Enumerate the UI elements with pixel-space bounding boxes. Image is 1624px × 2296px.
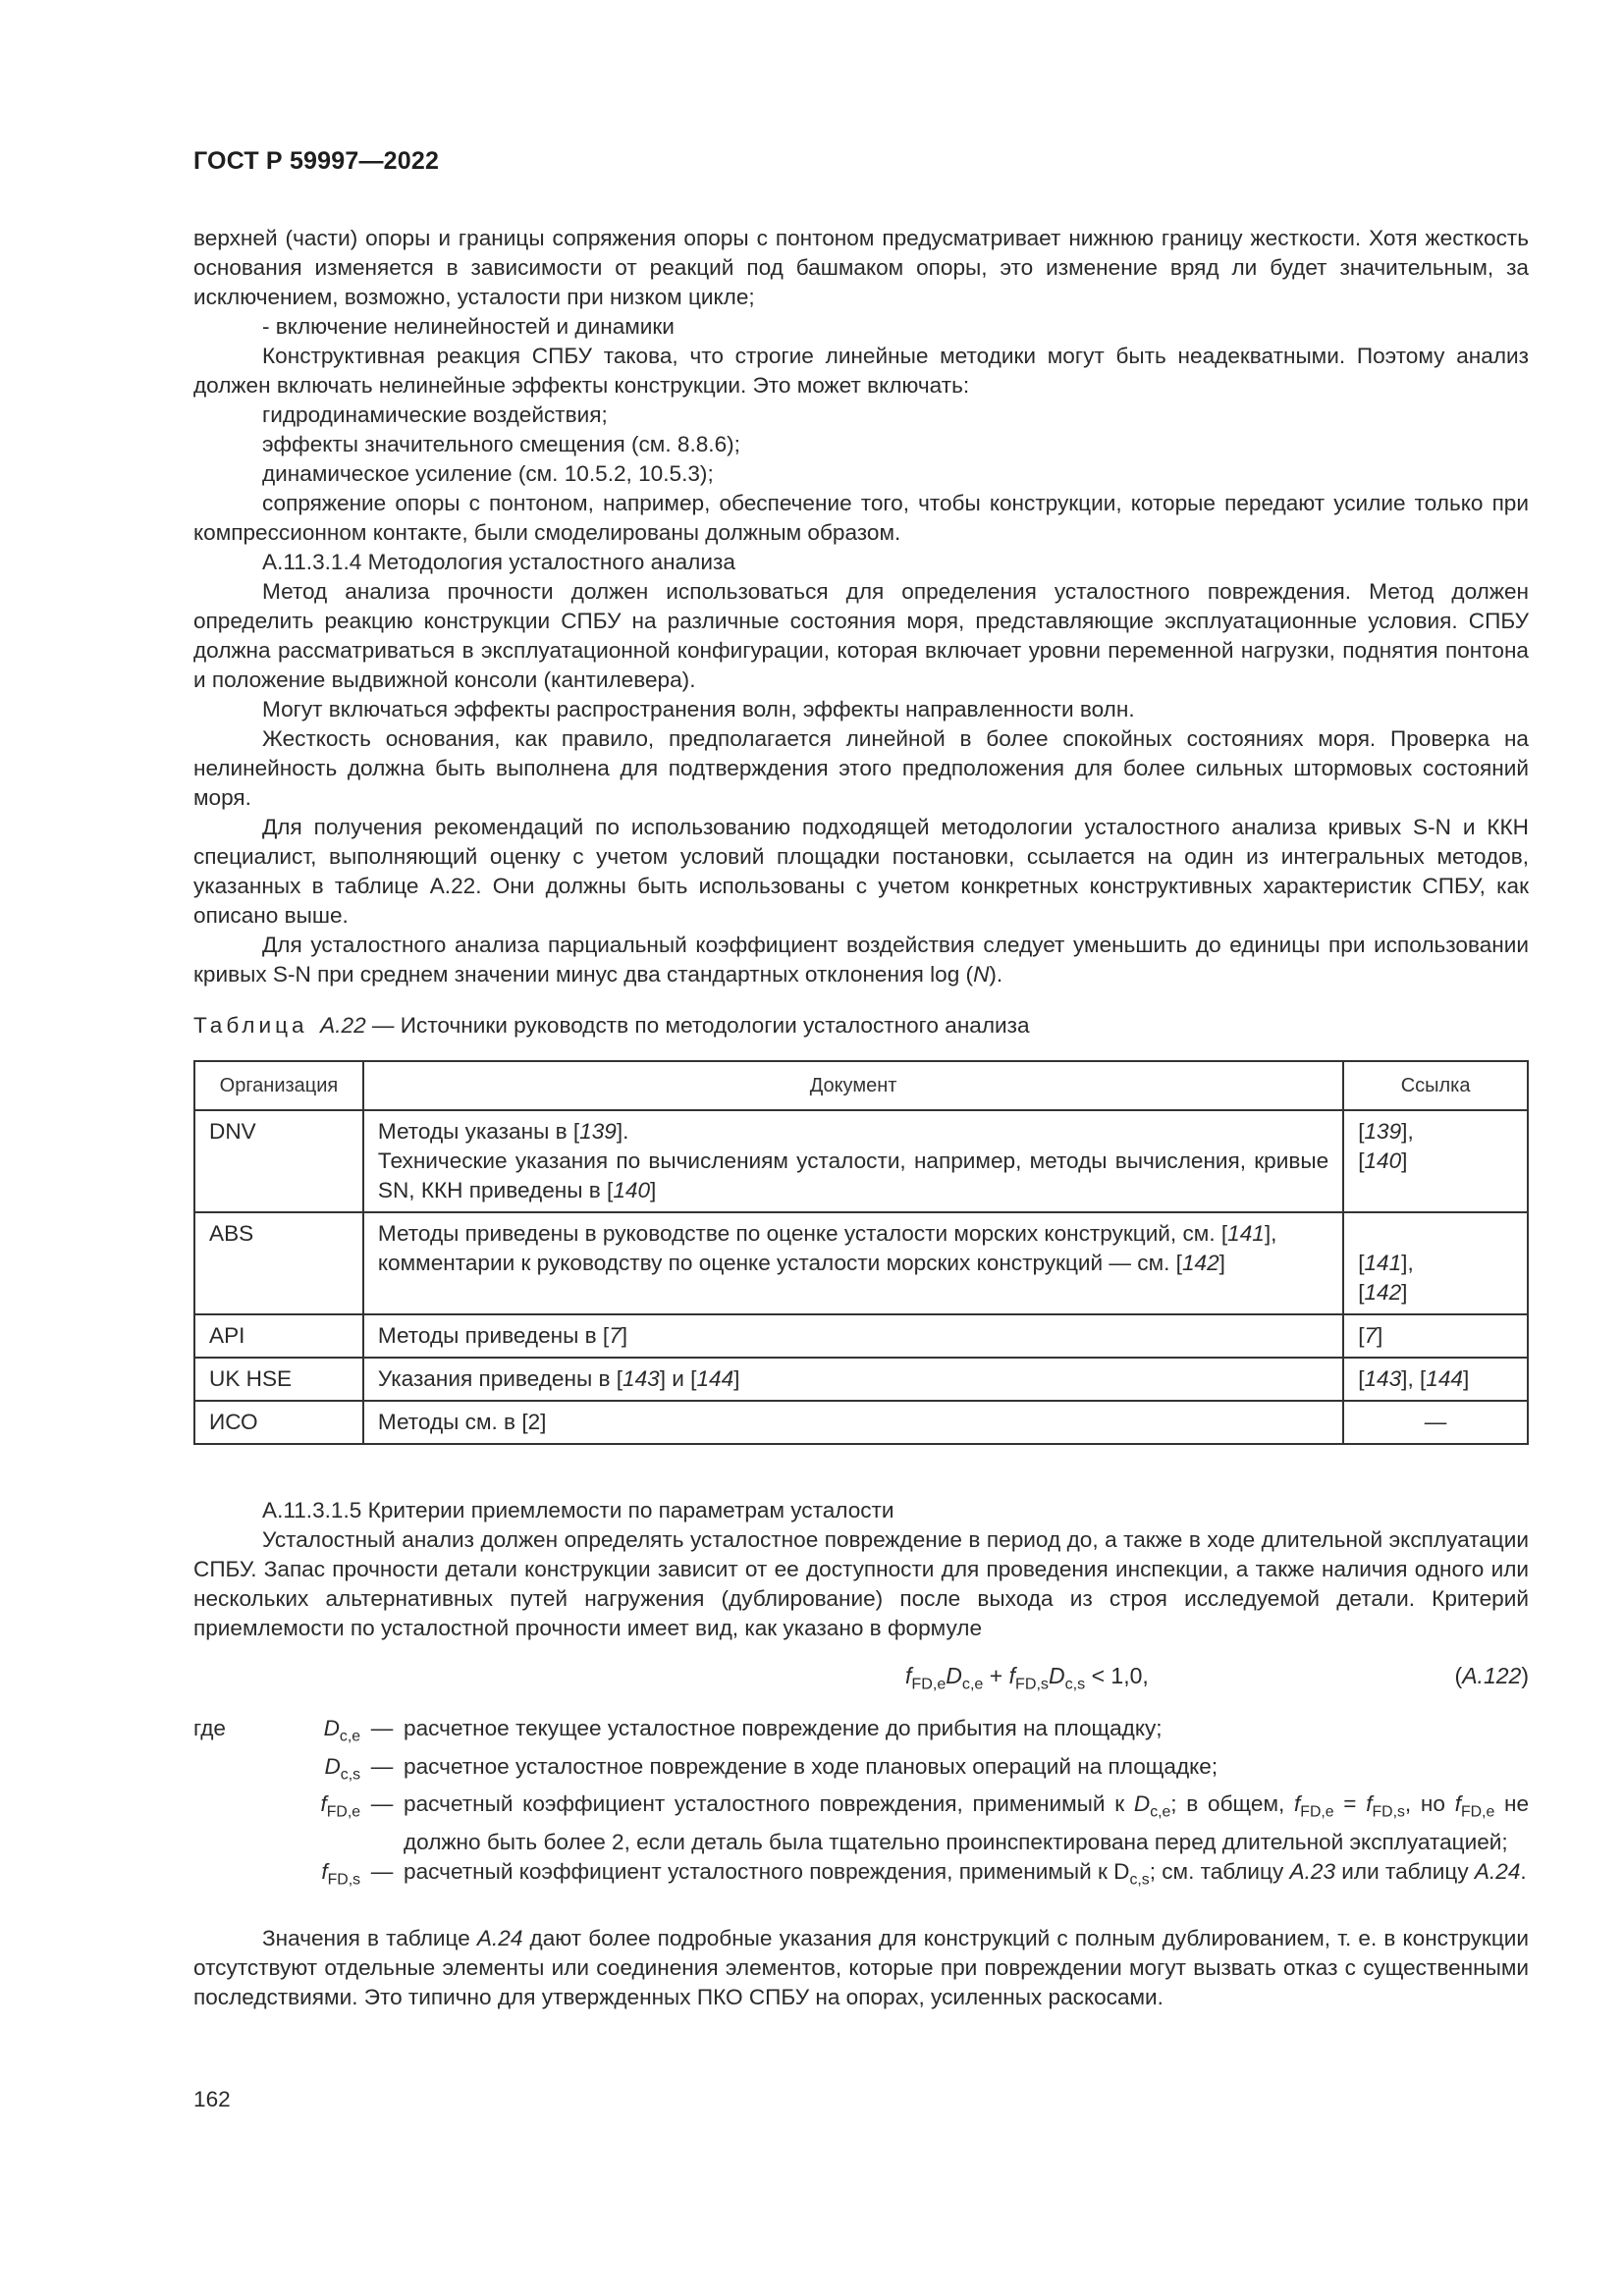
cell-document: Указания приведены в [143] и [144] [363,1358,1343,1401]
cell-organization: DNV [194,1110,363,1212]
page-number: 162 [193,2087,231,2111]
paragraph: - включение нелинейностей и динамики [262,314,675,339]
column-header: Организация [194,1061,363,1110]
cell-document: Методы приведены в [7] [363,1314,1343,1358]
list-item: динамическое усиление (см. 10.5.2, 10.5.3); [262,461,714,486]
cell-organization: ABS [194,1212,363,1314]
section-heading: А.11.3.1.5 Критерии приемлемости по параметрам усталости [262,1498,894,1522]
symbol: $f_{FD,e}$ [320,1791,360,1821]
cell-reference: — [1343,1401,1528,1444]
table-row [194,1212,1528,1314]
section-heading: А.11.3.1.4 Методология усталостного анализа [262,550,735,574]
paragraph: Усталостный анализ должен определять усталостное повреждение в период до, а также в ходе длительной эксплуатации СПБУ. Запас прочности детали конструкции зависит от ее доступности для проведения инспекции, а также наличия одного или нескольких альтернативных путей нагружения (дублирование) после выхода из строя исследуемой детали. Критерий приемлемости по усталостной прочности имеет вид, как указано в формуле [193,1527,1529,1640]
paragraph: Значения в таблице А.24 дают более подробные указания для конструкций с полным дублированием, т. е. в конструкции отсутствуют отдельные элементы или соединения элементов, которые при повреждении могут вызвать отказ с существенными последствиями. Это типично для утвержденных ПКО СПБУ на опорах, усиленных раскосами. [193,1926,1529,2009]
sources-table [193,1060,1529,1445]
closing-paragraph [193,1924,1529,2012]
column-header: Ссылка [1343,1061,1528,1110]
cell-document: Методы см. в [2] [363,1401,1343,1444]
cell-reference: [141], [142] [1343,1212,1528,1314]
cell-reference: [7] [1343,1314,1528,1358]
list-item: сопряжение опоры с понтоном, например, обеспечение того, чтобы конструкции, которые передают усилие только при компрессионном контакте, были смоделированы должным образом. [193,491,1529,545]
definition-item: где $D_{c,e}$ — расчетное текущее усталостное повреждение до прибытия на площадку; [193,1714,1529,1752]
list-item: гидродинамические воздействия; [262,402,608,427]
section-criteria [193,1496,1529,1643]
table-header-row [194,1061,1528,1110]
paragraph: Метод анализа прочности должен использоваться для определения усталостного повреждения. Метод должен определить реакцию конструкции СПБУ на различные состояния моря, представляющие эксплуатационные условия. СПБУ должна рассматриваться в эксплуатационной конфигурации, которая включает уровни переменной нагрузки, поднятия понтона и положение выдвижной консоли (кантилевера). [193,579,1529,692]
column-header: Документ [363,1061,1343,1110]
cell-reference: [143], [144] [1343,1358,1528,1401]
paragraph: Конструктивная реакция СПБУ такова, что строгие линейные методики могут быть неадекватными. Поэтому анализ должен включать нелинейные эффекты конструкции. Это может включать: [193,344,1529,398]
table-row [194,1401,1528,1444]
document-header: ГОСТ Р 59997—2022 [193,147,440,175]
paragraph: Могут включаться эффекты распространения волн, эффекты направленности волн. [262,697,1135,721]
paragraph: Жесткость основания, как правило, предполагается линейной в более спокойных состояниях моря. Проверка на нелинейность должна быть выполнена для подтверждения этого предположения для более сильных штормовых состояний моря. [193,726,1529,810]
list-item: эффекты значительного смещения (см. 8.8.6); [262,432,740,456]
formula-number: (А.122) [1454,1663,1529,1688]
formula [193,1663,1529,1698]
cell-document: Методы приведены в руководстве по оценке усталости морских конструкций, см. [141], комментарии к руководству по оценке усталости морских конструкций — см. [142] [363,1212,1343,1314]
formula-expression: $f_{FD,e}D_{c,e} + f_{FD,s}D_{c,s} < 1,0$, [905,1663,1149,1693]
cell-organization: ИСО [194,1401,363,1444]
cell-reference: [139], [140] [1343,1110,1528,1212]
cell-document: Методы указаны в [139]. Технические указания по вычислениям усталости, например, методы вычисления, кривые SN, ККН приведены в [140] [363,1110,1343,1212]
definition-item: $D_{c,s}$ — расчетное усталостное повреждение в ходе плановых операций на площадке; [193,1752,1529,1790]
table-caption: Таблица А.22 — Источники руководств по методологии усталостного анализа [193,1013,1030,1038]
paragraph: верхней (части) опоры и границы сопряжения опоры с понтоном предусматривает нижнюю границу жесткости. Хотя жесткость основания изменяется в зависимости от реакций под башмаком опоры, это изменение вряд ли будет значительным, за исключением, возможно, усталости при низком цикле; [193,226,1529,309]
table-row [194,1314,1528,1358]
paragraph: Для получения рекомендаций по использованию подходящей методологии усталостного анализа кривых S-N и ККН специалист, выполняющий оценку с учетом условий площадки постановки, ссылается на один из интегральных методов, указанных в таблице А.22. Они должны быть использованы с учетом конкретных конструктивных характеристик СПБУ, как описано выше. [193,815,1529,928]
symbol: $D_{c,s}$ [324,1753,360,1784]
paragraph: Для усталостного анализа парциальный коэффициент воздействия следует уменьшить до единицы при использовании кривых S-N при среднем значении минус два стандартных отклонения log (N). [193,933,1529,987]
definition-item: $f_{FD,e}$ — расчетный коэффициент усталостного повреждения, применимый к $D_{c,e}$; в общем, $f_{FD,e} = f_{FD,s}$, но $f_{FD,e}$ не должно быть более 2, если деталь была тщательно проинспектирована перед длительной эксплуатацией; [193,1789,1529,1857]
body-text [193,224,1529,989]
cell-organization: API [194,1314,363,1358]
cell-organization: UK HSE [194,1358,363,1401]
symbol: $f_{FD,s}$ [321,1858,360,1889]
table-row [194,1358,1528,1401]
symbol: $D_{c,e}$ [323,1716,360,1745]
table-row [194,1110,1528,1212]
definitions [193,1714,1529,1895]
definition-item: $f_{FD,s}$ — расчетный коэффициент усталостного повреждения, применимый к $D_{c,s}$; см. таблицу А.23 или таблицу А.24. [193,1857,1529,1896]
